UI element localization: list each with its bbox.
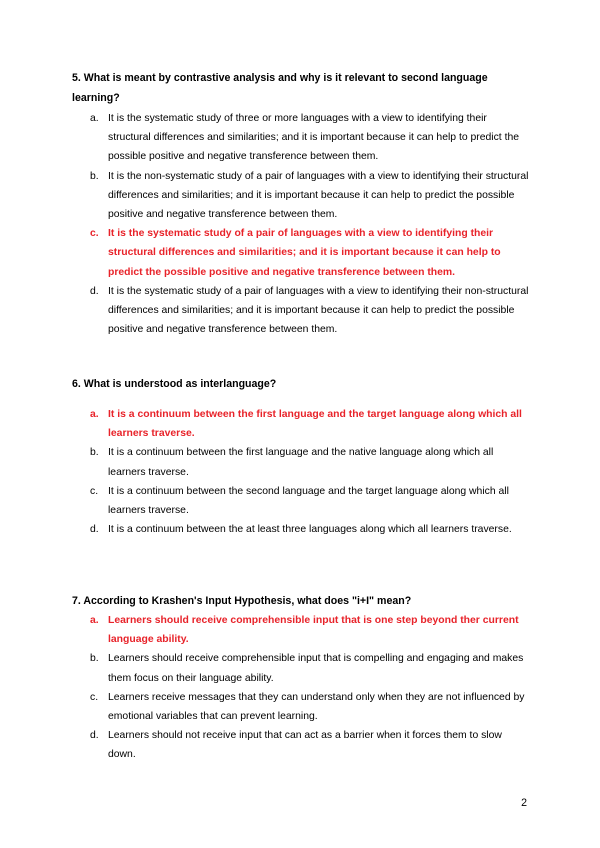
option-text: It is a continuum between the second language and the target language along which all learners traverse. [108,485,509,517]
option-text: It is a continuum between the first language and the target language along which all learners traverse. [108,409,522,440]
option-text: It is the systematic study of a pair of languages with a view to identifying their non-structural differences and similarities; and it is important because it can help to predict the possible positive and negative transference between them. [108,285,529,336]
option-c [72,688,532,726]
options-list [72,611,532,765]
option-letter: a. [90,409,99,420]
option-text: It is the systematic study of three or more languages with a view to identifying their structural differences and similarities; and it is important because it can help to predict the possible positive and negative transference between them. [108,113,520,163]
option-letter: a. [90,113,99,124]
question-6 [72,374,532,539]
option-letter: d. [90,285,99,297]
option-letter: c. [90,691,99,703]
option-letter: b. [90,447,99,459]
option-b [72,443,532,481]
page-number: 2 [521,797,527,809]
option-d [72,282,532,340]
option-text: It is a continuum between the first language and the native language along which all learners traverse. [108,447,494,478]
options-list [72,109,532,339]
question-5 [72,68,532,339]
option-text: Learners should receive comprehensible input that is compelling and engaging and makes them focus on their language ability. [108,653,524,684]
option-text: It is a continuum between the at least three languages along which all learners traverse. [108,524,512,536]
option-a-correct [72,611,532,649]
option-letter: b. [90,653,99,665]
options-list [72,405,532,539]
option-letter: a. [90,615,99,626]
option-text: Learners should receive comprehensible input that is one step beyond ther current language ability. [108,615,519,646]
option-letter: c. [90,228,99,240]
option-text: It is the systematic study of a pair of languages with a view to identifying their structural differences and similarities; and it is important because it can help to predict the possible positive and negative transference between them. [108,228,501,278]
option-text: Learners receive messages that they can understand only when they are not influenced by emotional variables that can prevent learning. [108,691,525,723]
option-letter: c. [90,485,99,497]
question-title: 5. What is meant by contrastive analysis and why is it relevant to second language learning? [72,72,488,104]
option-text: It is the non-systematic study of a pair of languages with a view to identifying their structural differences and similarities; and it is important because it can help to predict the possible positive and negative transference between them. [108,170,529,221]
option-a [72,109,532,167]
option-c-correct [72,224,532,282]
option-d [72,726,532,764]
option-d [72,520,532,539]
question-title: 6. What is understood as interlanguage? [72,378,277,390]
option-letter: b. [90,170,99,182]
option-b [72,167,532,225]
option-text: Learners should not receive input that can act as a barrier when it forces them to slow down. [108,730,502,761]
question-title: 7. According to Krashen's Input Hypothesis, what does "i+I" mean? [72,595,412,607]
option-letter: d. [90,524,99,536]
option-b [72,649,532,687]
option-c [72,482,532,520]
option-a-correct [72,405,532,443]
question-7 [72,591,532,765]
option-letter: d. [90,730,99,742]
